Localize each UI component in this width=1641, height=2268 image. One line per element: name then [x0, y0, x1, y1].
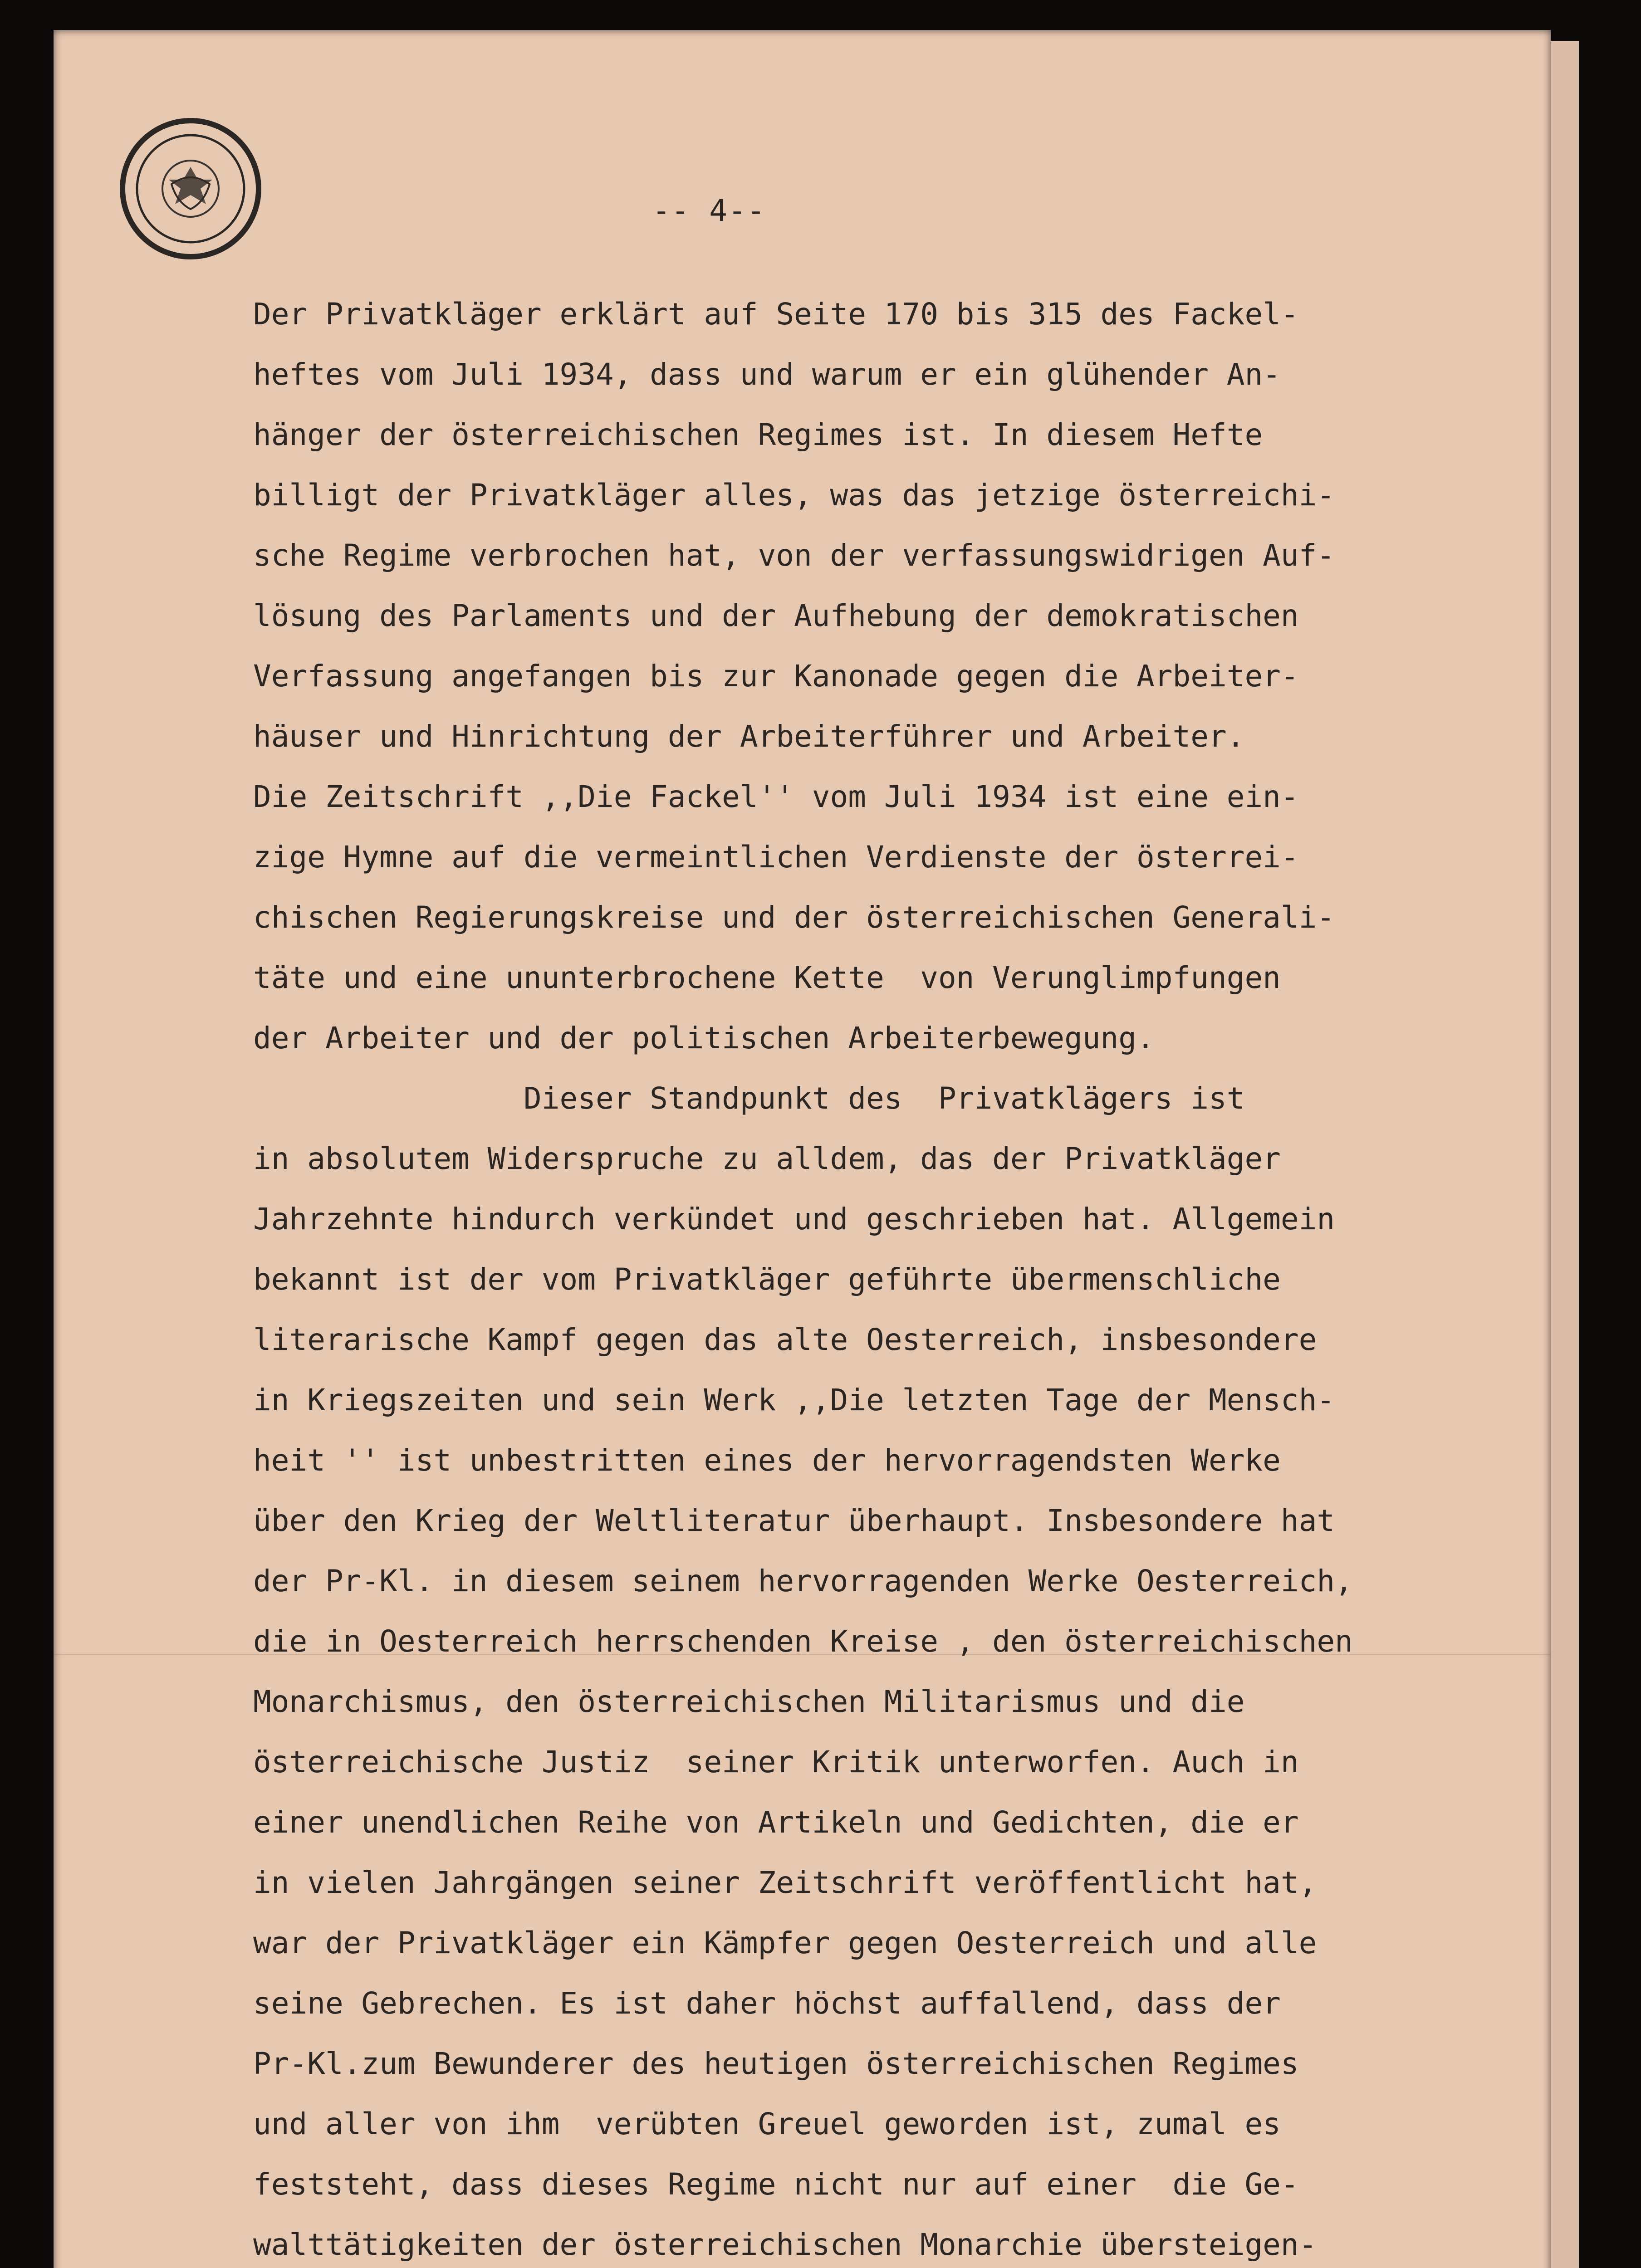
- text-line: täte und eine ununterbrochene Kette von Verunglimpfungen: [253, 960, 1281, 995]
- text-line: die in Oesterreich herrschenden Kreise , den österreichischen: [253, 1624, 1353, 1659]
- text-line: literarische Kampf gegen das alte Oesterreich, insbesondere: [253, 1322, 1317, 1357]
- library-stamp-icon: [118, 116, 263, 261]
- text-line: war der Privatkläger ein Kämpfer gegen Oesterreich und alle: [253, 1926, 1317, 1960]
- text-line: heit '' ist unbestritten eines der hervorragendsten Werke: [253, 1443, 1281, 1478]
- text-line: feststeht, dass dieses Regime nicht nur auf einer die Ge-: [253, 2167, 1299, 2202]
- text-line: sche Regime verbrochen hat, von der verfassungswidrigen Auf-: [253, 538, 1335, 573]
- text-line: seine Gebrechen. Es ist daher höchst auffallend, dass der: [253, 1986, 1281, 2021]
- text-line: in Kriegszeiten und sein Werk ,,Die letzten Tage der Mensch-: [253, 1383, 1335, 1418]
- page-number: -- 4--: [652, 193, 766, 228]
- text-line: in absolutem Widerspruche zu alldem, das der Privatkläger: [253, 1141, 1281, 1176]
- text-line: österreichische Justiz seiner Kritik unterworfen. Auch in: [253, 1745, 1299, 1779]
- text-line: bekannt ist der vom Privatkläger geführte übermenschliche: [253, 1262, 1281, 1297]
- text-line: einer unendlichen Reihe von Artikeln und Gedichten, die er: [253, 1805, 1299, 1840]
- text-line: Verfassung angefangen bis zur Kanonade gegen die Arbeiter-: [253, 659, 1299, 694]
- text-line: Jahrzehnte hindurch verkündet und geschrieben hat. Allgemein: [253, 1202, 1335, 1237]
- text-line: Die Zeitschrift ,,Die Fackel'' vom Juli 1934 ist eine ein-: [253, 779, 1299, 814]
- text-line: Pr-Kl.zum Bewunderer des heutigen österreichischen Regimes: [253, 2046, 1299, 2081]
- text-line: der Arbeiter und der politischen Arbeiterbewegung.: [253, 1021, 1155, 1056]
- text-line: hänger der österreichischen Regimes ist. In diesem Hefte: [253, 417, 1263, 452]
- text-line: in vielen Jahrgängen seiner Zeitschrift veröffentlicht hat,: [253, 1865, 1317, 1900]
- text-line: billigt der Privatkläger alles, was das jetzige österreichi-: [253, 478, 1335, 513]
- text-line: heftes vom Juli 1934, dass und warum er ein glühender An-: [253, 357, 1281, 392]
- text-line: über den Krieg der Weltliteratur überhaupt. Insbesondere hat: [253, 1503, 1335, 1538]
- text-line: der Pr-Kl. in diesem seinem hervorragenden Werke Oesterreich,: [253, 1564, 1353, 1598]
- text-line: chischen Regierungskreise und der österreichischen Generali-: [253, 900, 1335, 935]
- text-line: Monarchismus, den österreichischen Militarismus und die: [253, 1684, 1245, 1719]
- text-line: walttätigkeiten der österreichischen Monarchie übersteigen-: [253, 2227, 1317, 2262]
- text-line: Dieser Standpunkt des Privatklägers ist: [253, 1081, 1245, 1116]
- text-line: und aller von ihm verübten Greuel geworden ist, zumal es: [253, 2107, 1281, 2141]
- text-line: lösung des Parlaments und der Aufhebung der demokratischen: [253, 598, 1299, 633]
- text-line: Der Privatkläger erklärt auf Seite 170 bis 315 des Fackel-: [253, 297, 1299, 332]
- text-line: zige Hymne auf die vermeintlichen Verdienste der österrei-: [253, 840, 1299, 875]
- body-text: [253, 284, 1551, 2268]
- text-line: häuser und Hinrichtung der Arbeiterführer und Arbeiter.: [253, 719, 1245, 754]
- typewritten-page: [54, 30, 1551, 2268]
